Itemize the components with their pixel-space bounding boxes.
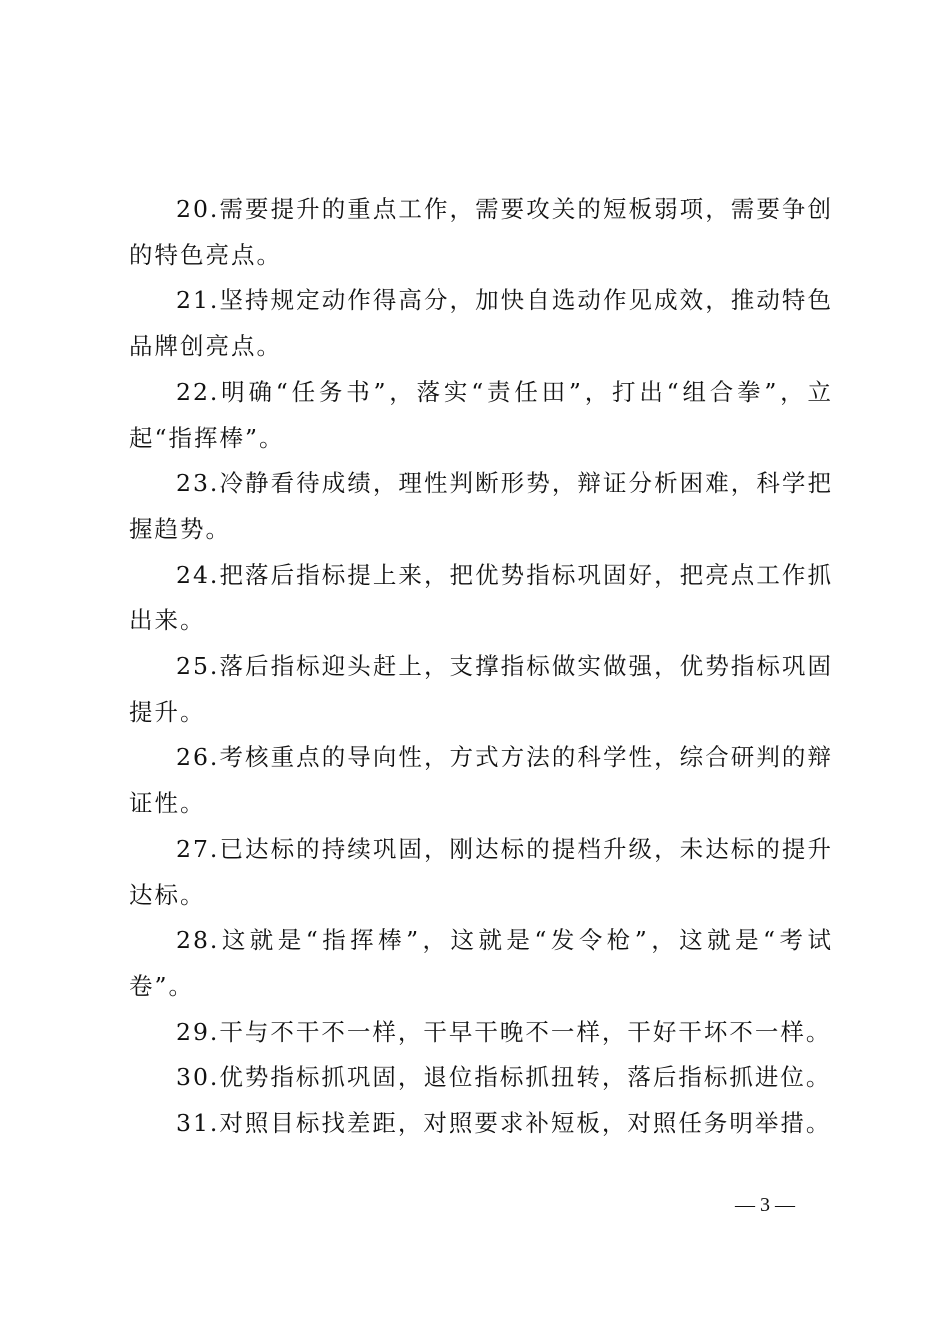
list-item: 21.坚持规定动作得高分，加快自选动作见成效，推动特色品牌创亮点。 — [129, 286, 833, 361]
list-item: 28.这就是“指挥棒”，这就是“发令枪”，这就是“考试卷”。 — [129, 926, 833, 1000]
list-item: 23.冷静看待成绩，理性判断形势，辩证分析困难，科学把握趋势。 — [129, 469, 833, 543]
document-body — [129, 187, 833, 1147]
list-item: 24.把落后指标提上来，把优势指标巩固好，把亮点工作抓出来。 — [129, 560, 833, 635]
list-item: 30.优势指标抓巩固，退位指标抓扭转，落后指标抓进位。 — [176, 1063, 832, 1092]
page-number: — 3 — — [735, 1194, 795, 1216]
list-item: 25.落后指标迎头赶上，支撑指标做实做强，优势指标巩固提升。 — [129, 652, 833, 726]
list-item: 26.考核重点的导向性，方式方法的科学性，综合研判的辩证性。 — [129, 743, 833, 818]
list-item: 20.需要提升的重点工作，需要攻关的短板弱项，需要争创的特色亮点。 — [129, 195, 833, 269]
list-item: 27.已达标的持续巩固，刚达标的提档升级，未达标的提升达标。 — [129, 834, 833, 909]
list-item: 31.对照目标找差距，对照要求补短板，对照任务明举措。 — [176, 1109, 832, 1138]
list-item: 22.明确“任务书”，落实“责任田”，打出“组合拳”，立起“指挥棒”。 — [129, 377, 833, 452]
list-item: 29.干与不干不一样，干早干晚不一样，干好干坏不一样。 — [176, 1017, 832, 1046]
